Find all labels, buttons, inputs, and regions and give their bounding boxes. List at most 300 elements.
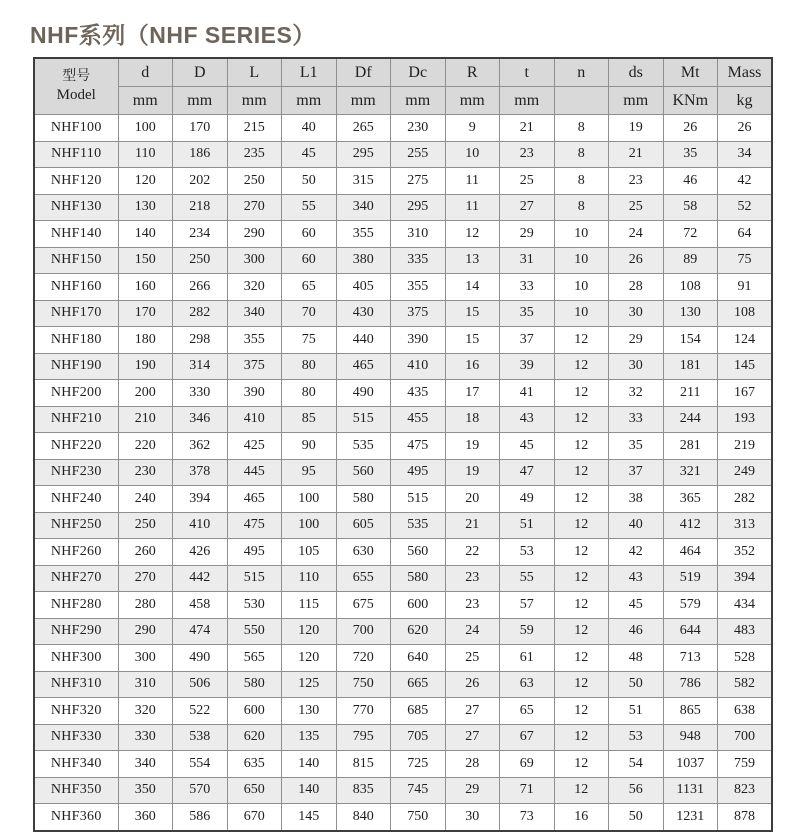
table-cell: 100 (118, 115, 173, 142)
table-body (34, 115, 772, 831)
table-cell: 70 (282, 300, 337, 327)
table-cell: 528 (718, 645, 773, 672)
table-cell: 530 (227, 592, 282, 619)
table-cell: 313 (718, 512, 773, 539)
table-cell: 665 (391, 671, 446, 698)
table-cell: 250 (173, 247, 228, 274)
table-cell: 105 (282, 539, 337, 566)
model-cell: NHF260 (34, 539, 118, 566)
table-cell: 483 (718, 618, 773, 645)
table-cell: 38 (609, 486, 664, 513)
model-cell: NHF300 (34, 645, 118, 672)
table-cell: 320 (227, 274, 282, 301)
column-unit-mass: kg (718, 87, 773, 115)
table-cell: 10 (554, 247, 609, 274)
table-cell: 9 (445, 115, 500, 142)
table-cell: 46 (609, 618, 664, 645)
table-cell: 125 (282, 671, 337, 698)
table-cell: 29 (609, 327, 664, 354)
table-cell: 650 (227, 777, 282, 804)
table-cell: 28 (609, 274, 664, 301)
table-cell: 644 (663, 618, 718, 645)
table-cell: 39 (500, 353, 555, 380)
table-cell: 725 (391, 751, 446, 778)
column-header-df: Df (336, 58, 391, 87)
table-cell: 515 (391, 486, 446, 513)
table-cell: 29 (500, 221, 555, 248)
table-cell: 13 (445, 247, 500, 274)
column-unit-d: mm (173, 87, 228, 115)
table-cell: 12 (554, 459, 609, 486)
table-cell: 434 (718, 592, 773, 619)
table-cell: 12 (554, 671, 609, 698)
table-cell: 865 (663, 698, 718, 725)
table-row (34, 671, 772, 698)
table-cell: 12 (554, 592, 609, 619)
table-cell: 180 (118, 327, 173, 354)
table-cell: 43 (609, 565, 664, 592)
model-cell: NHF240 (34, 486, 118, 513)
table-cell: 21 (609, 141, 664, 168)
table-row (34, 698, 772, 725)
table-cell: 320 (118, 698, 173, 725)
table-cell: 275 (391, 168, 446, 195)
table-cell: 335 (391, 247, 446, 274)
table-cell: 522 (173, 698, 228, 725)
table-cell: 515 (336, 406, 391, 433)
table-row (34, 247, 772, 274)
table-cell: 580 (227, 671, 282, 698)
table-cell: 25 (500, 168, 555, 195)
table-cell: 61 (500, 645, 555, 672)
table-cell: 600 (391, 592, 446, 619)
table-cell: 124 (718, 327, 773, 354)
table-cell: 310 (391, 221, 446, 248)
table-cell: 54 (609, 751, 664, 778)
table-cell: 27 (500, 194, 555, 221)
table-cell: 33 (500, 274, 555, 301)
table-cell: 620 (227, 724, 282, 751)
table-cell: 219 (718, 433, 773, 460)
table-cell: 33 (609, 406, 664, 433)
table-cell: 60 (282, 247, 337, 274)
table-cell: 290 (227, 221, 282, 248)
table-cell: 375 (391, 300, 446, 327)
table-cell: 948 (663, 724, 718, 751)
table-cell: 560 (391, 539, 446, 566)
table-cell: 340 (336, 194, 391, 221)
table-cell: 12 (554, 353, 609, 380)
model-cell: NHF270 (34, 565, 118, 592)
table-cell: 786 (663, 671, 718, 698)
column-unit-t: mm (500, 87, 555, 115)
table-cell: 24 (445, 618, 500, 645)
table-cell: 835 (336, 777, 391, 804)
table-cell: 340 (227, 300, 282, 327)
table-cell: 170 (118, 300, 173, 327)
table-cell: 495 (391, 459, 446, 486)
table-cell: 750 (336, 671, 391, 698)
table-cell: 635 (227, 751, 282, 778)
table-cell: 202 (173, 168, 228, 195)
table-cell: 290 (118, 618, 173, 645)
model-cell: NHF110 (34, 141, 118, 168)
table-cell: 11 (445, 168, 500, 195)
table-cell: 700 (718, 724, 773, 751)
table-cell: 75 (282, 327, 337, 354)
table-cell: 535 (336, 433, 391, 460)
column-header-mt: Mt (663, 58, 718, 87)
table-row (34, 327, 772, 354)
table-cell: 12 (554, 486, 609, 513)
table-cell: 35 (663, 141, 718, 168)
table-cell: 140 (282, 777, 337, 804)
table-cell: 670 (227, 804, 282, 831)
table-cell: 115 (282, 592, 337, 619)
table-cell: 255 (391, 141, 446, 168)
table-cell: 412 (663, 512, 718, 539)
table-row (34, 751, 772, 778)
table-cell: 181 (663, 353, 718, 380)
table-cell: 140 (282, 751, 337, 778)
table-cell: 300 (227, 247, 282, 274)
table-cell: 506 (173, 671, 228, 698)
table-row (34, 274, 772, 301)
table-cell: 355 (227, 327, 282, 354)
table-cell: 32 (609, 380, 664, 407)
table-cell: 759 (718, 751, 773, 778)
table-cell: 465 (336, 353, 391, 380)
column-header-n: n (554, 58, 609, 87)
table-cell: 770 (336, 698, 391, 725)
table-cell: 295 (391, 194, 446, 221)
table-cell: 108 (663, 274, 718, 301)
table-cell: 362 (173, 433, 228, 460)
table-cell: 282 (173, 300, 228, 327)
table-cell: 430 (336, 300, 391, 327)
table-cell: 23 (500, 141, 555, 168)
table-row (34, 486, 772, 513)
table-cell: 519 (663, 565, 718, 592)
table-cell: 55 (282, 194, 337, 221)
table-cell: 130 (118, 194, 173, 221)
table-cell: 475 (227, 512, 282, 539)
table-header (34, 58, 772, 115)
table-cell: 67 (500, 724, 555, 751)
table-cell: 210 (118, 406, 173, 433)
table-cell: 298 (173, 327, 228, 354)
table-cell: 26 (718, 115, 773, 142)
table-cell: 340 (118, 751, 173, 778)
table-cell: 1037 (663, 751, 718, 778)
table-cell: 50 (609, 671, 664, 698)
table-cell: 270 (118, 565, 173, 592)
table-cell: 130 (663, 300, 718, 327)
table-cell: 378 (173, 459, 228, 486)
table-cell: 64 (718, 221, 773, 248)
table-cell: 281 (663, 433, 718, 460)
table-cell: 17 (445, 380, 500, 407)
table-cell: 34 (718, 141, 773, 168)
table-cell: 108 (718, 300, 773, 327)
table-cell: 72 (663, 221, 718, 248)
table-row (34, 194, 772, 221)
table-cell: 26 (445, 671, 500, 698)
table-cell: 474 (173, 618, 228, 645)
table-cell: 394 (718, 565, 773, 592)
table-cell: 25 (609, 194, 664, 221)
table-cell: 554 (173, 751, 228, 778)
table-cell: 464 (663, 539, 718, 566)
column-header-model (34, 58, 118, 115)
header-unit-row (34, 87, 772, 115)
table-cell: 12 (554, 645, 609, 672)
table-cell: 495 (227, 539, 282, 566)
table-cell: 35 (500, 300, 555, 327)
table-row (34, 406, 772, 433)
table-cell: 42 (718, 168, 773, 195)
column-unit-d: mm (118, 87, 173, 115)
table-cell: 685 (391, 698, 446, 725)
table-cell: 145 (282, 804, 337, 831)
table-cell: 230 (391, 115, 446, 142)
table-cell: 69 (500, 751, 555, 778)
model-cell: NHF310 (34, 671, 118, 698)
table-cell: 31 (500, 247, 555, 274)
model-cell: NHF170 (34, 300, 118, 327)
table-cell: 23 (445, 592, 500, 619)
table-row (34, 353, 772, 380)
table-cell: 12 (445, 221, 500, 248)
table-cell: 45 (609, 592, 664, 619)
table-cell: 260 (118, 539, 173, 566)
table-row (34, 115, 772, 142)
table-cell: 12 (554, 565, 609, 592)
table-cell: 330 (173, 380, 228, 407)
table-cell: 745 (391, 777, 446, 804)
table-cell: 21 (500, 115, 555, 142)
table-cell: 110 (118, 141, 173, 168)
table-cell: 85 (282, 406, 337, 433)
table-cell: 130 (282, 698, 337, 725)
table-cell: 51 (609, 698, 664, 725)
table-cell: 823 (718, 777, 773, 804)
table-cell: 120 (118, 168, 173, 195)
table-cell: 655 (336, 565, 391, 592)
table-cell: 30 (445, 804, 500, 831)
table-cell: 90 (282, 433, 337, 460)
column-unit-r: mm (445, 87, 500, 115)
column-header-t: t (500, 58, 555, 87)
table-cell: 26 (609, 247, 664, 274)
table-cell: 282 (718, 486, 773, 513)
table-cell: 705 (391, 724, 446, 751)
table-cell: 230 (118, 459, 173, 486)
table-cell: 515 (227, 565, 282, 592)
column-header-r: R (445, 58, 500, 87)
table-cell: 330 (118, 724, 173, 751)
table-cell: 27 (445, 724, 500, 751)
table-cell: 244 (663, 406, 718, 433)
model-cell: NHF220 (34, 433, 118, 460)
column-unit-mt: KNm (663, 87, 718, 115)
table-cell: 878 (718, 804, 773, 831)
table-cell: 73 (500, 804, 555, 831)
table-cell: 440 (336, 327, 391, 354)
table-row (34, 433, 772, 460)
table-cell: 265 (336, 115, 391, 142)
table-cell: 280 (118, 592, 173, 619)
column-unit-n (554, 87, 609, 115)
table-cell: 410 (173, 512, 228, 539)
column-unit-df: mm (336, 87, 391, 115)
table-cell: 234 (173, 221, 228, 248)
table-cell: 10 (554, 274, 609, 301)
column-unit-ds: mm (609, 87, 664, 115)
model-cell: NHF250 (34, 512, 118, 539)
table-cell: 41 (500, 380, 555, 407)
table-cell: 150 (118, 247, 173, 274)
table-cell: 190 (118, 353, 173, 380)
model-cell: NHF340 (34, 751, 118, 778)
table-cell: 60 (282, 221, 337, 248)
table-cell: 45 (500, 433, 555, 460)
table-cell: 365 (663, 486, 718, 513)
table-cell: 211 (663, 380, 718, 407)
table-cell: 16 (445, 353, 500, 380)
model-cell: NHF180 (34, 327, 118, 354)
table-cell: 89 (663, 247, 718, 274)
table-row (34, 539, 772, 566)
table-cell: 750 (391, 804, 446, 831)
table-row (34, 512, 772, 539)
table-cell: 10 (554, 300, 609, 327)
table-cell: 490 (173, 645, 228, 672)
table-cell: 579 (663, 592, 718, 619)
table-cell: 638 (718, 698, 773, 725)
table-cell: 538 (173, 724, 228, 751)
table-cell: 24 (609, 221, 664, 248)
table-cell: 640 (391, 645, 446, 672)
model-cell: NHF200 (34, 380, 118, 407)
table-cell: 475 (391, 433, 446, 460)
table-cell: 410 (391, 353, 446, 380)
model-cell: NHF350 (34, 777, 118, 804)
table-cell: 80 (282, 380, 337, 407)
table-cell: 71 (500, 777, 555, 804)
table-cell: 22 (445, 539, 500, 566)
table-row (34, 168, 772, 195)
table-cell: 266 (173, 274, 228, 301)
table-cell: 55 (500, 565, 555, 592)
table-cell: 12 (554, 539, 609, 566)
table-cell: 425 (227, 433, 282, 460)
table-row (34, 141, 772, 168)
model-cell: NHF360 (34, 804, 118, 831)
table-cell: 315 (336, 168, 391, 195)
table-cell: 355 (391, 274, 446, 301)
table-cell: 95 (282, 459, 337, 486)
table-cell: 12 (554, 698, 609, 725)
table-cell: 11 (445, 194, 500, 221)
table-cell: 240 (118, 486, 173, 513)
column-unit-l1: mm (282, 87, 337, 115)
model-header-en: Model (56, 86, 96, 103)
table-cell: 10 (554, 221, 609, 248)
table-cell: 140 (118, 221, 173, 248)
table-cell: 220 (118, 433, 173, 460)
model-cell: NHF150 (34, 247, 118, 274)
table-cell: 63 (500, 671, 555, 698)
table-cell: 18 (445, 406, 500, 433)
table-cell: 426 (173, 539, 228, 566)
table-row (34, 221, 772, 248)
table-cell: 58 (663, 194, 718, 221)
model-cell: NHF330 (34, 724, 118, 751)
table-cell: 8 (554, 115, 609, 142)
table-cell: 605 (336, 512, 391, 539)
table-cell: 435 (391, 380, 446, 407)
table-cell: 167 (718, 380, 773, 407)
table-cell: 40 (282, 115, 337, 142)
table-cell: 795 (336, 724, 391, 751)
column-unit-l: mm (227, 87, 282, 115)
table-cell: 110 (282, 565, 337, 592)
column-header-dc: Dc (391, 58, 446, 87)
table-cell: 346 (173, 406, 228, 433)
table-cell: 48 (609, 645, 664, 672)
table-cell: 65 (500, 698, 555, 725)
table-cell: 582 (718, 671, 773, 698)
table-cell: 550 (227, 618, 282, 645)
table-cell: 12 (554, 512, 609, 539)
table-cell: 250 (118, 512, 173, 539)
table-cell: 405 (336, 274, 391, 301)
table-cell: 235 (227, 141, 282, 168)
model-cell: NHF190 (34, 353, 118, 380)
table-cell: 100 (282, 512, 337, 539)
table-cell: 52 (718, 194, 773, 221)
table-cell: 19 (609, 115, 664, 142)
table-cell: 80 (282, 353, 337, 380)
table-cell: 15 (445, 327, 500, 354)
table-cell: 12 (554, 618, 609, 645)
page-title: NHF系列（NHF SERIES） (30, 22, 316, 49)
table-cell: 360 (118, 804, 173, 831)
table-cell: 314 (173, 353, 228, 380)
table-cell: 310 (118, 671, 173, 698)
table-row (34, 724, 772, 751)
table-cell: 160 (118, 274, 173, 301)
table-cell: 28 (445, 751, 500, 778)
table-cell: 37 (609, 459, 664, 486)
table-cell: 249 (718, 459, 773, 486)
table-cell: 37 (500, 327, 555, 354)
table-cell: 215 (227, 115, 282, 142)
table-cell: 200 (118, 380, 173, 407)
table-cell: 23 (609, 168, 664, 195)
column-header-mass: Mass (718, 58, 773, 87)
table-cell: 218 (173, 194, 228, 221)
table-cell: 720 (336, 645, 391, 672)
model-header-cn: 型号 (62, 69, 91, 85)
table-row (34, 804, 772, 831)
spec-table (33, 57, 773, 832)
table-cell: 815 (336, 751, 391, 778)
table-cell: 560 (336, 459, 391, 486)
table-cell: 12 (554, 751, 609, 778)
table-cell: 57 (500, 592, 555, 619)
